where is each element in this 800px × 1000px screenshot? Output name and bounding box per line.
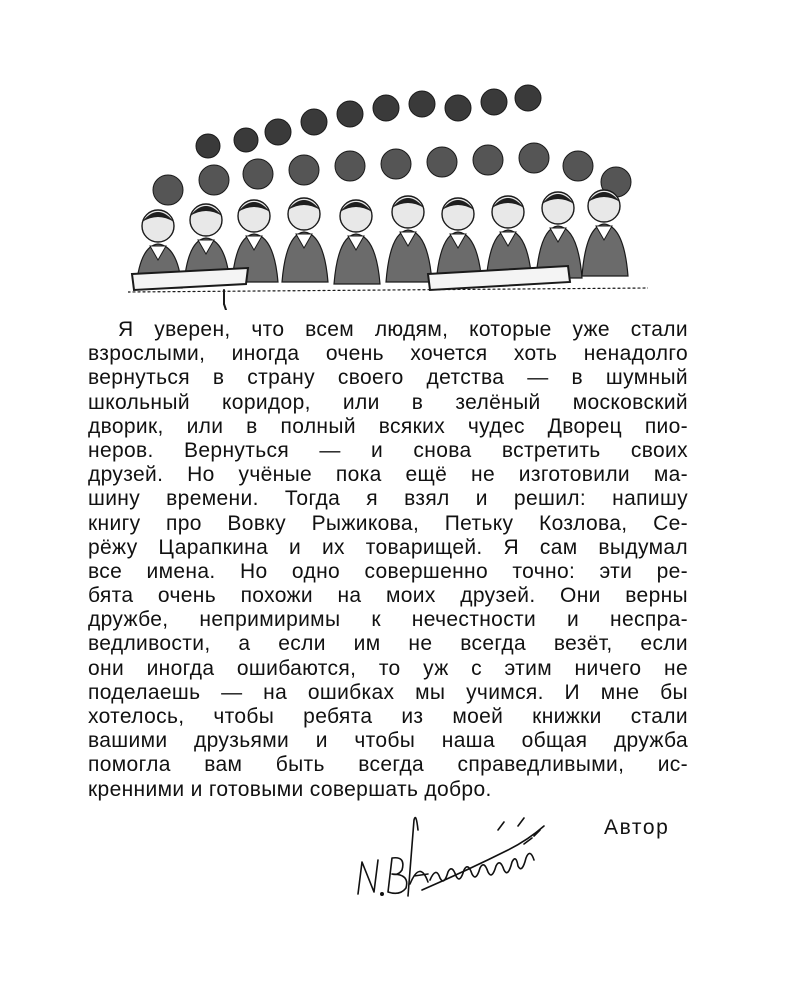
preface-text <box>88 318 688 802</box>
schoolchildren-illustration <box>128 78 648 310</box>
preface-line: неров. Вернуться — и снова встретить своих <box>88 438 688 462</box>
preface-line: кренними и готовыми совершать добро. <box>88 777 492 801</box>
preface-line: поделаешь — на ошибках мы учимся. И мне бы <box>88 680 688 704</box>
preface-line: шину времени. Тогда я взял и решил: напишу <box>88 487 688 511</box>
preface-line: вашими друзьями и чтобы наша общая дружба <box>88 729 688 753</box>
preface-line: ведливости, а если им не всегда везёт, если <box>88 632 688 656</box>
preface-line: рёжу Царапкина и их товарищей. Я сам выдумал <box>88 535 688 559</box>
preface-line: дворик, или в полный всяких чудес Дворец пио- <box>88 414 688 438</box>
handwritten-signature-icon <box>348 800 558 910</box>
preface-line: все имена. Но одно совершенно точно: эти ре- <box>88 559 688 583</box>
preface-line: взрослыми, иногда очень хочется хоть ненадолго <box>88 342 688 366</box>
author-label: Автор <box>604 816 670 839</box>
preface-line: друзей. Но учёные пока ещё не изготовили ма- <box>88 463 688 487</box>
preface-line: вернуться в страну своего детства — в шумный <box>88 366 688 390</box>
preface-line: книгу про Вовку Рыжикова, Петьку Козлова, Се- <box>88 511 688 535</box>
author-signature <box>348 800 558 910</box>
preface-line: Я уверен, что всем людям, которые уже стали <box>118 318 688 341</box>
preface-line: школьный коридор, или в зелёный московский <box>88 390 688 414</box>
group-of-schoolchildren-icon <box>128 78 648 310</box>
preface-line: дружбе, непримиримы к нечестности и неспра- <box>88 608 688 632</box>
preface-line: они иногда ошибаются, то уж с этим ничего не <box>88 656 688 680</box>
preface-line: помогла вам быть всегда справедливыми, ис- <box>88 753 688 777</box>
preface-line: бята очень похожи на моих друзей. Они верны <box>88 584 688 608</box>
preface-line: хотелось, чтобы ребята из моей книжки стали <box>88 705 688 728</box>
